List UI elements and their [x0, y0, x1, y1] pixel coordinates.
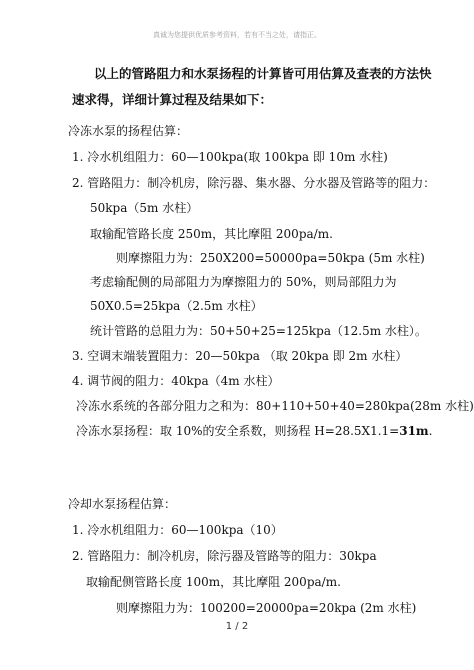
- cooling-pump-heading: 冷却水泵扬程估算：: [68, 497, 177, 511]
- page-header-note: 真诚为您提供优质参考资料，若有不当之处，请指正。: [153, 31, 321, 39]
- chiller-item-4: 4. 调节阀的阻力：40kpa（4m 水柱）: [72, 374, 280, 388]
- document-title-line-2: 速求得，详细计算过程及结果如下：: [72, 92, 273, 107]
- cooling-pipe-length: 取输配侧管路长度 100m，其比摩阻 200pa/m.: [86, 575, 341, 589]
- chiller-item-2: 2. 管路阻力：制冷机房，除污器、集水器、分水器及管路等的阻力：: [72, 176, 436, 190]
- chiller-pump-heading: 冷冻水泵的扬程估算：: [68, 124, 189, 138]
- chiller-pump-head: [76, 423, 432, 439]
- cooling-friction-resistance: 则摩擦阻力为：100200=20000pa=20kpa (2m 水柱): [116, 601, 417, 615]
- cooling-item-2: 2. 管路阻力：制冷机房，除污器及管路等的阻力：30kpa: [72, 549, 377, 563]
- chiller-total-pipe-resistance: 统计管路的总阻力为：50+50+25=125kpa（12.5m 水柱）。: [90, 324, 427, 338]
- chiller-item-1: 1. 冷水机组阻力：60—100kpa(取 100kpa 即 10m 水柱): [72, 150, 388, 164]
- chiller-friction-resistance: 则摩擦阻力为：250X200=50000pa=50kpa (5m 水柱): [116, 251, 425, 265]
- chiller-item-2-value: 50kpa（5m 水柱）: [90, 201, 199, 215]
- cooling-item-1: 1. 冷水机组阻力：60—100kpa（10）: [72, 523, 283, 537]
- chiller-pump-head-text: 冷冻水泵扬程：取 10%的安全系数，则扬程 H=28.5X1.1=: [76, 424, 400, 438]
- chiller-pipe-length: 取输配管路长度 250m，其比摩阻 200pa/m.: [90, 227, 333, 241]
- page-number: 1 / 2: [225, 621, 249, 632]
- chiller-total-resistance: 冷冻水系统的各部分阻力之和为：80+110+50+40=280kpa(28m 水柱): [76, 399, 474, 413]
- chiller-item-3: 3. 空调末端装置阻力：20—50kpa （取 20kpa 即 2m 水柱）: [72, 349, 408, 363]
- chiller-local-resistance-note: 考虑输配侧的局部阻力为摩擦阻力的 50%，则局部阻力为: [90, 275, 397, 289]
- chiller-local-resistance-value: 50X0.5=25kpa（2.5m 水柱）: [90, 299, 263, 313]
- chiller-pump-head-result: 31m: [399, 424, 429, 438]
- document-title-line-1: 以上的管路阻力和水泵扬程的计算皆可用估算及查表的方法快: [94, 66, 432, 81]
- chiller-pump-head-period: .: [428, 424, 433, 438]
